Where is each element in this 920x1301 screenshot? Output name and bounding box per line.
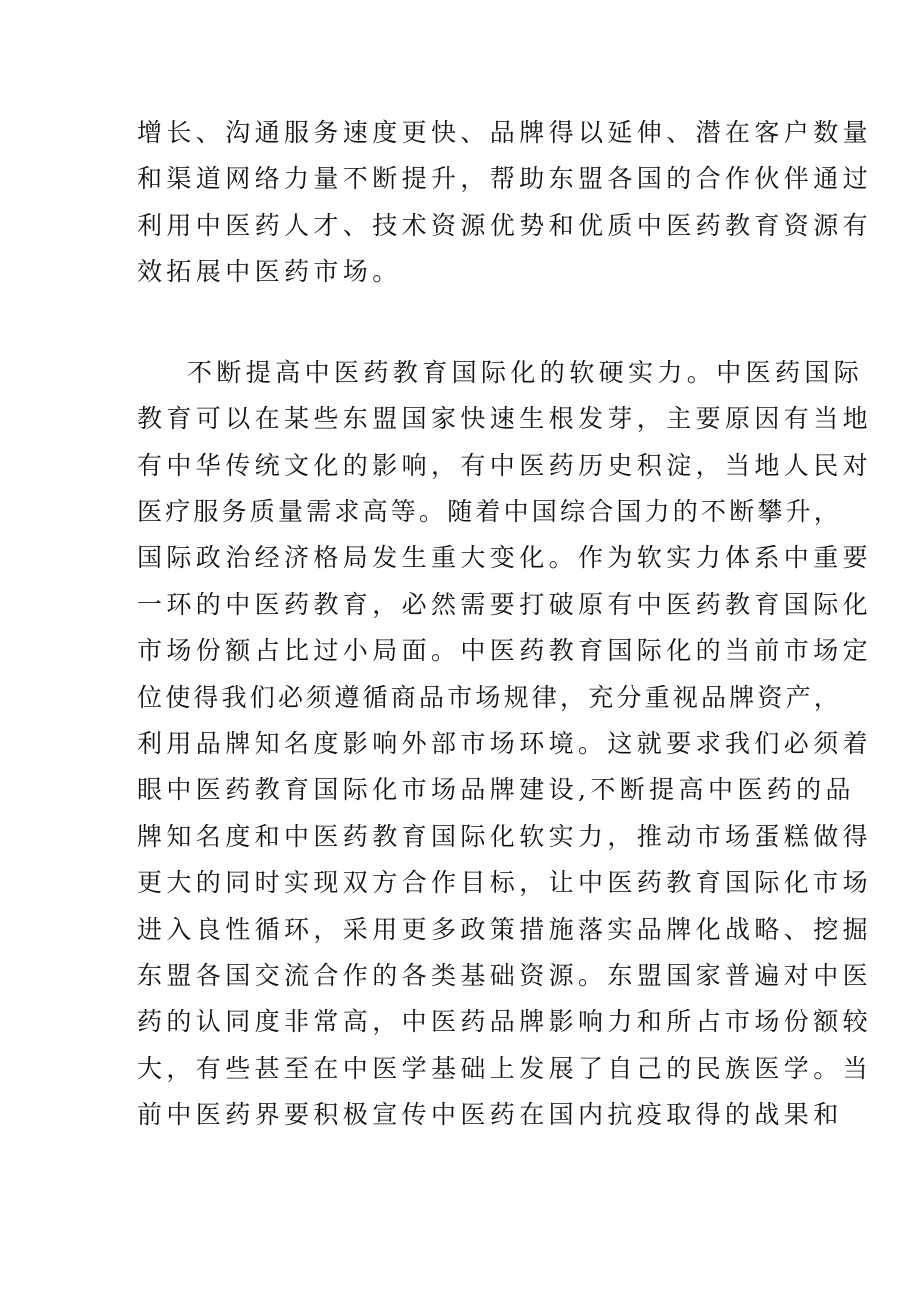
paragraph-2-line-1: 不断提高中医药教育国际化的软硬实力。中医药国际 bbox=[187, 358, 864, 387]
paragraph-1-line-3: 利用中医药人才、技术资源优势和优质中医药教育资源有 bbox=[137, 211, 873, 240]
paragraph-2-line-15: 药的认同度非常高，中医药品牌影响力和所占市场份额较 bbox=[137, 1007, 873, 1036]
paragraph-2-line-7: 市场份额占比过小局面。中医药教育国际化的当前市场定 bbox=[137, 636, 873, 665]
paragraph-1-line-4: 效拓展中医药市场。 bbox=[137, 257, 402, 286]
paragraph-2-line-6: 一环的中医药教育，必然需要打破原有中医药教育国际化 bbox=[137, 590, 873, 619]
paragraph-2-line-12: 更大的同时实现双方合作目标，让中医药教育国际化市场 bbox=[137, 868, 873, 897]
paragraph-2-line-4: 医疗服务质量需求高等。随着中国综合国力的不断攀升， bbox=[137, 497, 843, 526]
paragraph-2-line-5: 国际政治经济格局发生重大变化。作为软实力体系中重要 bbox=[137, 543, 873, 572]
paragraph-2-line-10: 眼中医药教育国际化市场品牌建设,不断提高中医药的品 bbox=[137, 775, 855, 804]
paragraph-2-line-9: 利用品牌知名度影响外部市场环境。这就要求我们必须着 bbox=[137, 729, 873, 758]
paragraph-2-line-11: 牌知名度和中医药教育国际化软实力，推动市场蛋糕做得 bbox=[137, 822, 873, 851]
paragraph-1-line-2: 和渠道网络力量不断提升，帮助东盟各国的合作伙伴通过 bbox=[137, 164, 873, 193]
paragraph-2-line-16: 大，有些甚至在中医学基础上发展了自己的民族医学。当 bbox=[137, 1054, 873, 1083]
paragraph-2-line-8: 位使得我们必须遵循商品市场规律，充分重视品牌资产， bbox=[137, 683, 843, 712]
paragraph-1-line-1: 增长、沟通服务速度更快、品牌得以延伸、潜在客户数量 bbox=[137, 118, 873, 147]
paragraph-2-line-17: 前中医药界要积极宣传中医药在国内抗疫取得的战果和 bbox=[137, 1100, 843, 1129]
paragraph-2-line-14: 东盟各国交流合作的各类基础资源。东盟国家普遍对中医 bbox=[137, 961, 873, 990]
paragraph-2-line-13: 进入良性循环，采用更多政策措施落实品牌化战略、挖掘 bbox=[137, 915, 873, 944]
paragraph-2-line-2: 教育可以在某些东盟国家快速生根发芽，主要原因有当地 bbox=[137, 404, 873, 433]
paragraph-2-line-3: 有中华传统文化的影响，有中医药历史积淀，当地人民对 bbox=[137, 451, 873, 480]
